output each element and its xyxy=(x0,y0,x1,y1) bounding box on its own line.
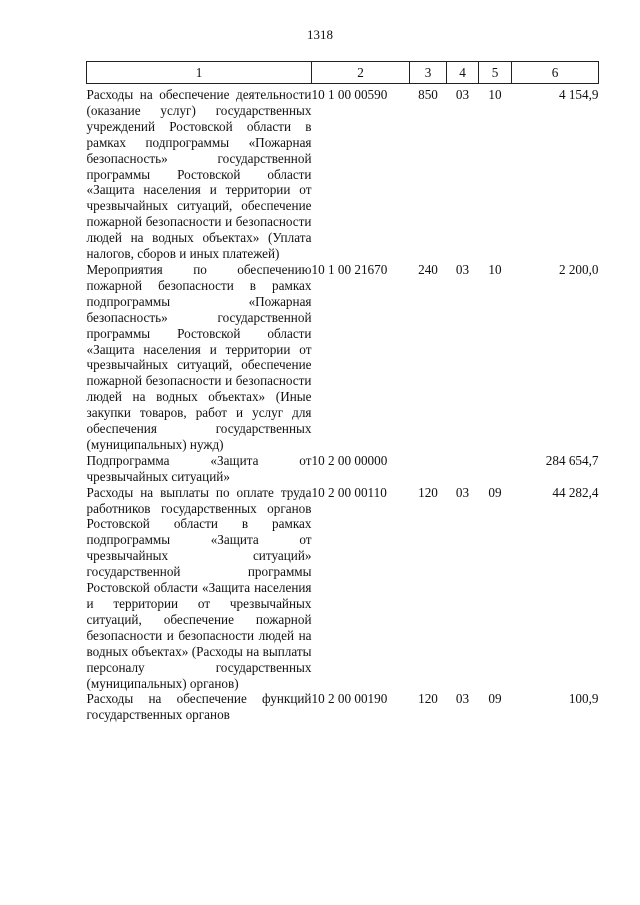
row-amount: 2 200,0 xyxy=(558,261,599,277)
row-name: Подпрограмма «Защита от чрезвычайных ситуаций» xyxy=(86,452,312,484)
budget-table xyxy=(86,61,599,723)
table-row xyxy=(87,84,599,262)
column-header-name: 1 xyxy=(87,62,312,84)
row-vr: 240 xyxy=(418,261,438,277)
row-code: 10 2 00 00190 xyxy=(311,691,388,707)
table-row xyxy=(87,691,599,723)
row-name: Мероприятия по обеспечению пожарной безопасности в рамках подпрограммы «Пожарная безопасность» государственной программы Ростовской области «Защита населения и территории от чрезвычайных ситуаций, обеспечение пожарной безопасности и безопасности людей на водных объектах» (Иные закупки товаров, работ и услуг для обеспечения государственных (муниципальных) нужд) xyxy=(86,261,312,452)
row-pr: 10 xyxy=(488,261,502,277)
row-pr xyxy=(479,453,512,485)
row-code: 10 2 00 00000 xyxy=(311,452,388,468)
column-header-vr: 3 xyxy=(410,62,447,84)
row-amount: 44 282,4 xyxy=(552,484,599,500)
row-name: Расходы на обеспечение функций государственных органов xyxy=(86,691,312,723)
row-rz: 03 xyxy=(455,691,470,707)
row-amount: 4 154,9 xyxy=(558,87,599,102)
row-vr: 850 xyxy=(418,87,438,102)
row-code: 10 1 00 21670 xyxy=(311,261,388,277)
row-amount: 100,9 xyxy=(568,691,599,707)
table-row xyxy=(87,453,599,485)
column-header-amount: 6 xyxy=(512,62,599,84)
row-code: 10 1 00 00590 xyxy=(311,87,388,102)
column-header-pr: 5 xyxy=(479,62,512,84)
row-name: Расходы на выплаты по оплате труда работников государственных органов Ростовской области в рамках подпрограммы «Защита от чрезвычайных ситуаций» государственной программы Ростовской области «Защита населения и территории от чрезвычайных ситуаций, обеспечение пожарной безопасности и безопасности людей на водных объектах» (Расходы на выплаты персоналу государственных (муниципальных) органов) xyxy=(86,484,312,691)
row-name: Расходы на обеспечение деятельности (оказание услуг) государственных учреждений Ростовской области в рамках подпрограммы «Пожарная безопасность» государственной программы Ростовской области «Защита населения и территории от чрезвычайных ситуаций, обеспечение пожарной безопасности и безопасности людей на водных объектах» (Уплата налогов, сборов и иных платежей) xyxy=(86,87,312,262)
row-rz: 03 xyxy=(455,261,470,277)
column-header-code: 2 xyxy=(312,62,410,84)
table-row xyxy=(87,485,599,692)
row-vr xyxy=(410,453,447,485)
row-pr: 10 xyxy=(488,87,502,102)
row-rz: 03 xyxy=(455,87,470,102)
row-rz: 03 xyxy=(455,484,470,500)
row-vr: 120 xyxy=(418,484,438,500)
row-pr: 09 xyxy=(488,484,502,500)
row-pr: 09 xyxy=(488,691,502,707)
row-amount: 284 654,7 xyxy=(545,452,599,468)
page-number: 1318 xyxy=(307,27,333,42)
table-header-row xyxy=(87,62,599,84)
row-vr: 120 xyxy=(418,691,438,707)
column-header-rz: 4 xyxy=(447,62,479,84)
row-rz xyxy=(447,453,479,485)
row-code: 10 2 00 00110 xyxy=(311,484,387,500)
table-row xyxy=(87,262,599,453)
